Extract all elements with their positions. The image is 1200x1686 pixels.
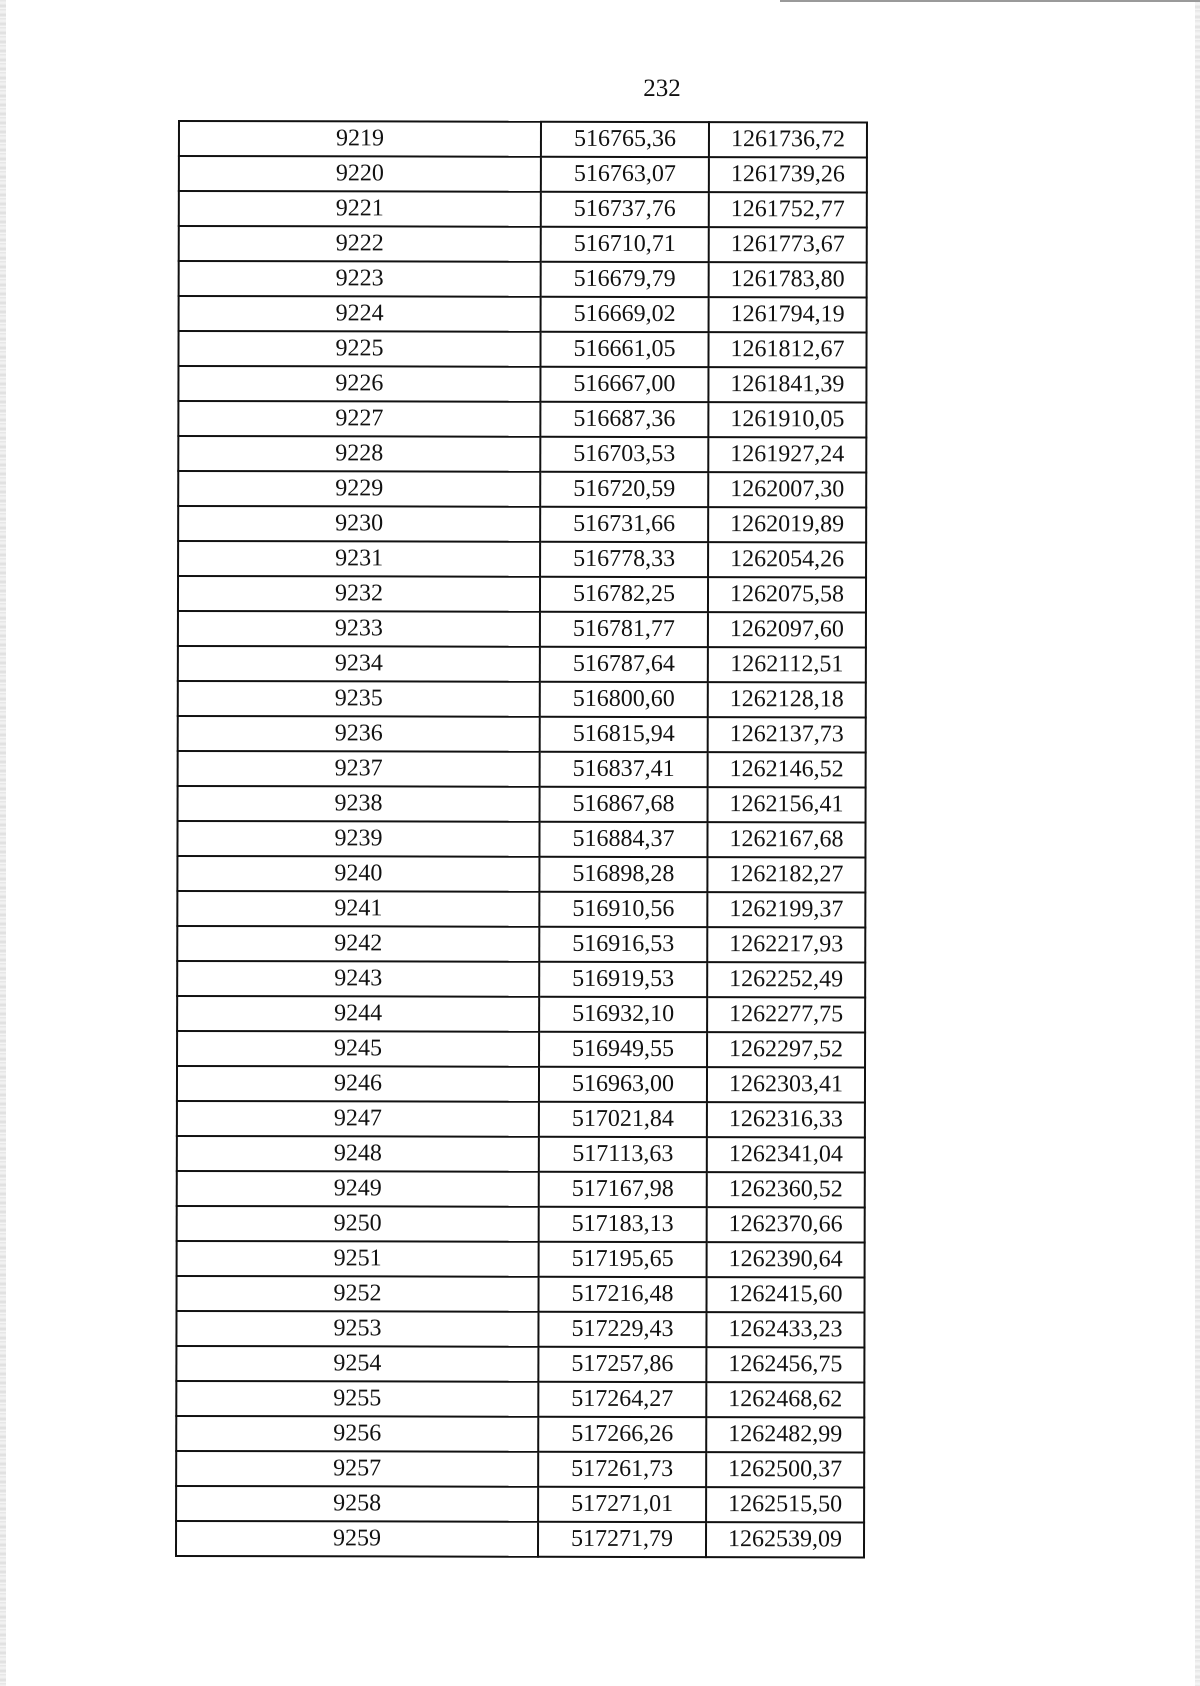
y-coordinate-cell: 1262515,50 [706, 1487, 864, 1522]
point-number-cell: 9259 [176, 1521, 538, 1557]
y-coordinate-cell: 1262433,23 [706, 1312, 864, 1347]
y-coordinate-cell: 1262303,41 [707, 1067, 865, 1102]
y-coordinate-cell: 1261910,05 [708, 402, 866, 437]
y-coordinate-cell: 1262007,30 [708, 472, 866, 507]
point-number-cell: 9254 [176, 1346, 538, 1382]
table-row [178, 646, 866, 682]
table-row [179, 226, 867, 262]
table-row [178, 506, 866, 542]
y-coordinate-cell: 1262360,52 [707, 1172, 865, 1207]
x-coordinate-cell: 516669,02 [541, 297, 709, 332]
table-row [178, 681, 866, 717]
table-row [177, 856, 865, 892]
point-number-cell: 9228 [178, 436, 540, 472]
table-row [176, 1346, 864, 1382]
point-number-cell: 9237 [178, 751, 540, 787]
table-row [177, 1276, 865, 1312]
point-number-cell: 9246 [177, 1066, 539, 1102]
y-coordinate-cell: 1262156,41 [708, 787, 866, 822]
y-coordinate-cell: 1261812,67 [708, 332, 866, 367]
y-coordinate-cell: 1261783,80 [709, 262, 867, 297]
point-number-cell: 9240 [177, 856, 539, 892]
x-coordinate-cell: 516765,36 [541, 122, 709, 157]
x-coordinate-cell: 516963,00 [539, 1067, 707, 1102]
x-coordinate-cell: 517271,79 [538, 1522, 706, 1557]
x-coordinate-cell: 516800,60 [540, 682, 708, 717]
y-coordinate-cell: 1262182,27 [707, 857, 865, 892]
x-coordinate-cell: 516679,79 [541, 262, 709, 297]
point-number-cell: 9224 [179, 296, 541, 332]
point-number-cell: 9225 [178, 331, 540, 367]
point-number-cell: 9242 [177, 926, 539, 962]
point-number-cell: 9230 [178, 506, 540, 542]
table-row [178, 786, 866, 822]
point-number-cell: 9222 [179, 226, 541, 262]
table-row [178, 716, 866, 752]
point-number-cell: 9231 [178, 541, 540, 577]
table-row [176, 1311, 864, 1347]
x-coordinate-cell: 516837,41 [540, 752, 708, 787]
x-coordinate-cell: 516815,94 [540, 717, 708, 752]
x-coordinate-cell: 517183,13 [539, 1207, 707, 1242]
point-number-cell: 9251 [177, 1241, 539, 1277]
y-coordinate-cell: 1262482,99 [706, 1417, 864, 1452]
y-coordinate-cell: 1262539,09 [706, 1522, 864, 1557]
table-row [178, 366, 866, 402]
point-number-cell: 9235 [178, 681, 540, 717]
table-row [177, 1241, 865, 1277]
x-coordinate-cell: 516703,53 [540, 437, 708, 472]
x-coordinate-cell: 516720,59 [540, 472, 708, 507]
x-coordinate-cell: 516687,36 [540, 402, 708, 437]
point-number-cell: 9221 [179, 191, 541, 227]
y-coordinate-cell: 1261739,26 [709, 157, 867, 192]
scan-edge-left [0, 0, 6, 1686]
x-coordinate-cell: 516737,76 [541, 192, 709, 227]
x-coordinate-cell: 517229,43 [538, 1312, 706, 1347]
table-row [176, 1451, 864, 1487]
table-row [177, 891, 865, 927]
table-row [177, 1136, 865, 1172]
x-coordinate-cell: 517266,26 [538, 1417, 706, 1452]
y-coordinate-cell: 1261841,39 [708, 367, 866, 402]
x-coordinate-cell: 516661,05 [540, 332, 708, 367]
y-coordinate-cell: 1262415,60 [707, 1277, 865, 1312]
point-number-cell: 9226 [178, 366, 540, 402]
table-row [177, 961, 865, 997]
point-number-cell: 9252 [177, 1276, 539, 1312]
y-coordinate-cell: 1261773,67 [709, 227, 867, 262]
table-row [178, 331, 866, 367]
point-number-cell: 9234 [178, 646, 540, 682]
point-number-cell: 9248 [177, 1136, 539, 1172]
x-coordinate-cell: 516919,53 [539, 962, 707, 997]
table-row [176, 1521, 864, 1557]
y-coordinate-cell: 1262146,52 [708, 752, 866, 787]
y-coordinate-cell: 1261736,72 [709, 122, 867, 157]
x-coordinate-cell: 517216,48 [539, 1277, 707, 1312]
point-number-cell: 9249 [177, 1171, 539, 1207]
y-coordinate-cell: 1262167,68 [707, 822, 865, 857]
y-coordinate-cell: 1262019,89 [708, 507, 866, 542]
point-number-cell: 9227 [178, 401, 540, 437]
x-coordinate-cell: 516898,28 [539, 857, 707, 892]
point-number-cell: 9220 [179, 156, 541, 192]
page-number: 232 [643, 75, 681, 102]
y-coordinate-cell: 1262217,93 [707, 927, 865, 962]
table-row [176, 1381, 864, 1417]
x-coordinate-cell: 517271,01 [538, 1487, 706, 1522]
point-number-cell: 9223 [179, 261, 541, 297]
point-number-cell: 9255 [176, 1381, 538, 1417]
y-coordinate-cell: 1262137,73 [708, 717, 866, 752]
x-coordinate-cell: 516731,66 [540, 507, 708, 542]
point-number-cell: 9244 [177, 996, 539, 1032]
y-coordinate-cell: 1262128,18 [708, 682, 866, 717]
x-coordinate-cell: 516781,77 [540, 612, 708, 647]
table-row [177, 996, 865, 1032]
point-number-cell: 9241 [177, 891, 539, 927]
y-coordinate-cell: 1261927,24 [708, 437, 866, 472]
point-number-cell: 9243 [177, 961, 539, 997]
table-row [177, 1206, 865, 1242]
y-coordinate-cell: 1262456,75 [706, 1347, 864, 1382]
y-coordinate-cell: 1262075,58 [708, 577, 866, 612]
y-coordinate-cell: 1262252,49 [707, 962, 865, 997]
scan-edge-right [1195, 0, 1200, 1686]
x-coordinate-cell: 516867,68 [540, 787, 708, 822]
x-coordinate-cell: 516667,00 [540, 367, 708, 402]
point-number-cell: 9257 [176, 1451, 538, 1487]
point-number-cell: 9233 [178, 611, 540, 647]
point-number-cell: 9236 [178, 716, 540, 752]
table-row [179, 121, 867, 157]
y-coordinate-cell: 1262341,04 [707, 1137, 865, 1172]
table-row [178, 471, 866, 507]
y-coordinate-cell: 1262468,62 [706, 1382, 864, 1417]
table-row [179, 156, 867, 192]
x-coordinate-cell: 516782,25 [540, 577, 708, 612]
coordinates-table-body [176, 121, 867, 1557]
x-coordinate-cell: 516787,64 [540, 647, 708, 682]
y-coordinate-cell: 1262112,51 [708, 647, 866, 682]
table-row [177, 821, 865, 857]
x-coordinate-cell: 516910,56 [539, 892, 707, 927]
y-coordinate-cell: 1261752,77 [709, 192, 867, 227]
table-row [178, 541, 866, 577]
y-coordinate-cell: 1262199,37 [707, 892, 865, 927]
y-coordinate-cell: 1262316,33 [707, 1102, 865, 1137]
y-coordinate-cell: 1262097,60 [708, 612, 866, 647]
table-row [177, 1171, 865, 1207]
x-coordinate-cell: 517195,65 [539, 1242, 707, 1277]
y-coordinate-cell: 1262390,64 [707, 1242, 865, 1277]
x-coordinate-cell: 517264,27 [538, 1382, 706, 1417]
table-row [178, 611, 866, 647]
point-number-cell: 9232 [178, 576, 540, 612]
table-row [176, 1486, 864, 1522]
table-row [179, 296, 867, 332]
y-coordinate-cell: 1262054,26 [708, 542, 866, 577]
table-row [176, 1416, 864, 1452]
scan-edge-top [780, 0, 1200, 2]
coordinates-table [175, 120, 868, 1558]
table-row [177, 926, 865, 962]
point-number-cell: 9256 [176, 1416, 538, 1452]
table-row [178, 436, 866, 472]
point-number-cell: 9253 [176, 1311, 538, 1347]
x-coordinate-cell: 516932,10 [539, 997, 707, 1032]
point-number-cell: 9219 [179, 121, 541, 157]
x-coordinate-cell: 516710,71 [541, 227, 709, 262]
x-coordinate-cell: 517167,98 [539, 1172, 707, 1207]
x-coordinate-cell: 516884,37 [539, 822, 707, 857]
point-number-cell: 9250 [177, 1206, 539, 1242]
table-row [178, 576, 866, 612]
y-coordinate-cell: 1262277,75 [707, 997, 865, 1032]
y-coordinate-cell: 1261794,19 [709, 297, 867, 332]
point-number-cell: 9247 [177, 1101, 539, 1137]
x-coordinate-cell: 517257,86 [538, 1347, 706, 1382]
x-coordinate-cell: 517261,73 [538, 1452, 706, 1487]
x-coordinate-cell: 516763,07 [541, 157, 709, 192]
x-coordinate-cell: 516916,53 [539, 927, 707, 962]
x-coordinate-cell: 517113,63 [539, 1137, 707, 1172]
table-row [179, 261, 867, 297]
table-row [178, 401, 866, 437]
point-number-cell: 9229 [178, 471, 540, 507]
table-row [177, 1031, 865, 1067]
x-coordinate-cell: 517021,84 [539, 1102, 707, 1137]
x-coordinate-cell: 516949,55 [539, 1032, 707, 1067]
point-number-cell: 9238 [178, 786, 540, 822]
point-number-cell: 9245 [177, 1031, 539, 1067]
y-coordinate-cell: 1262500,37 [706, 1452, 864, 1487]
table-row [177, 1101, 865, 1137]
table-row [179, 191, 867, 227]
point-number-cell: 9239 [177, 821, 539, 857]
table-row [178, 751, 866, 787]
x-coordinate-cell: 516778,33 [540, 542, 708, 577]
y-coordinate-cell: 1262297,52 [707, 1032, 865, 1067]
point-number-cell: 9258 [176, 1486, 538, 1522]
table-row [177, 1066, 865, 1102]
y-coordinate-cell: 1262370,66 [707, 1207, 865, 1242]
